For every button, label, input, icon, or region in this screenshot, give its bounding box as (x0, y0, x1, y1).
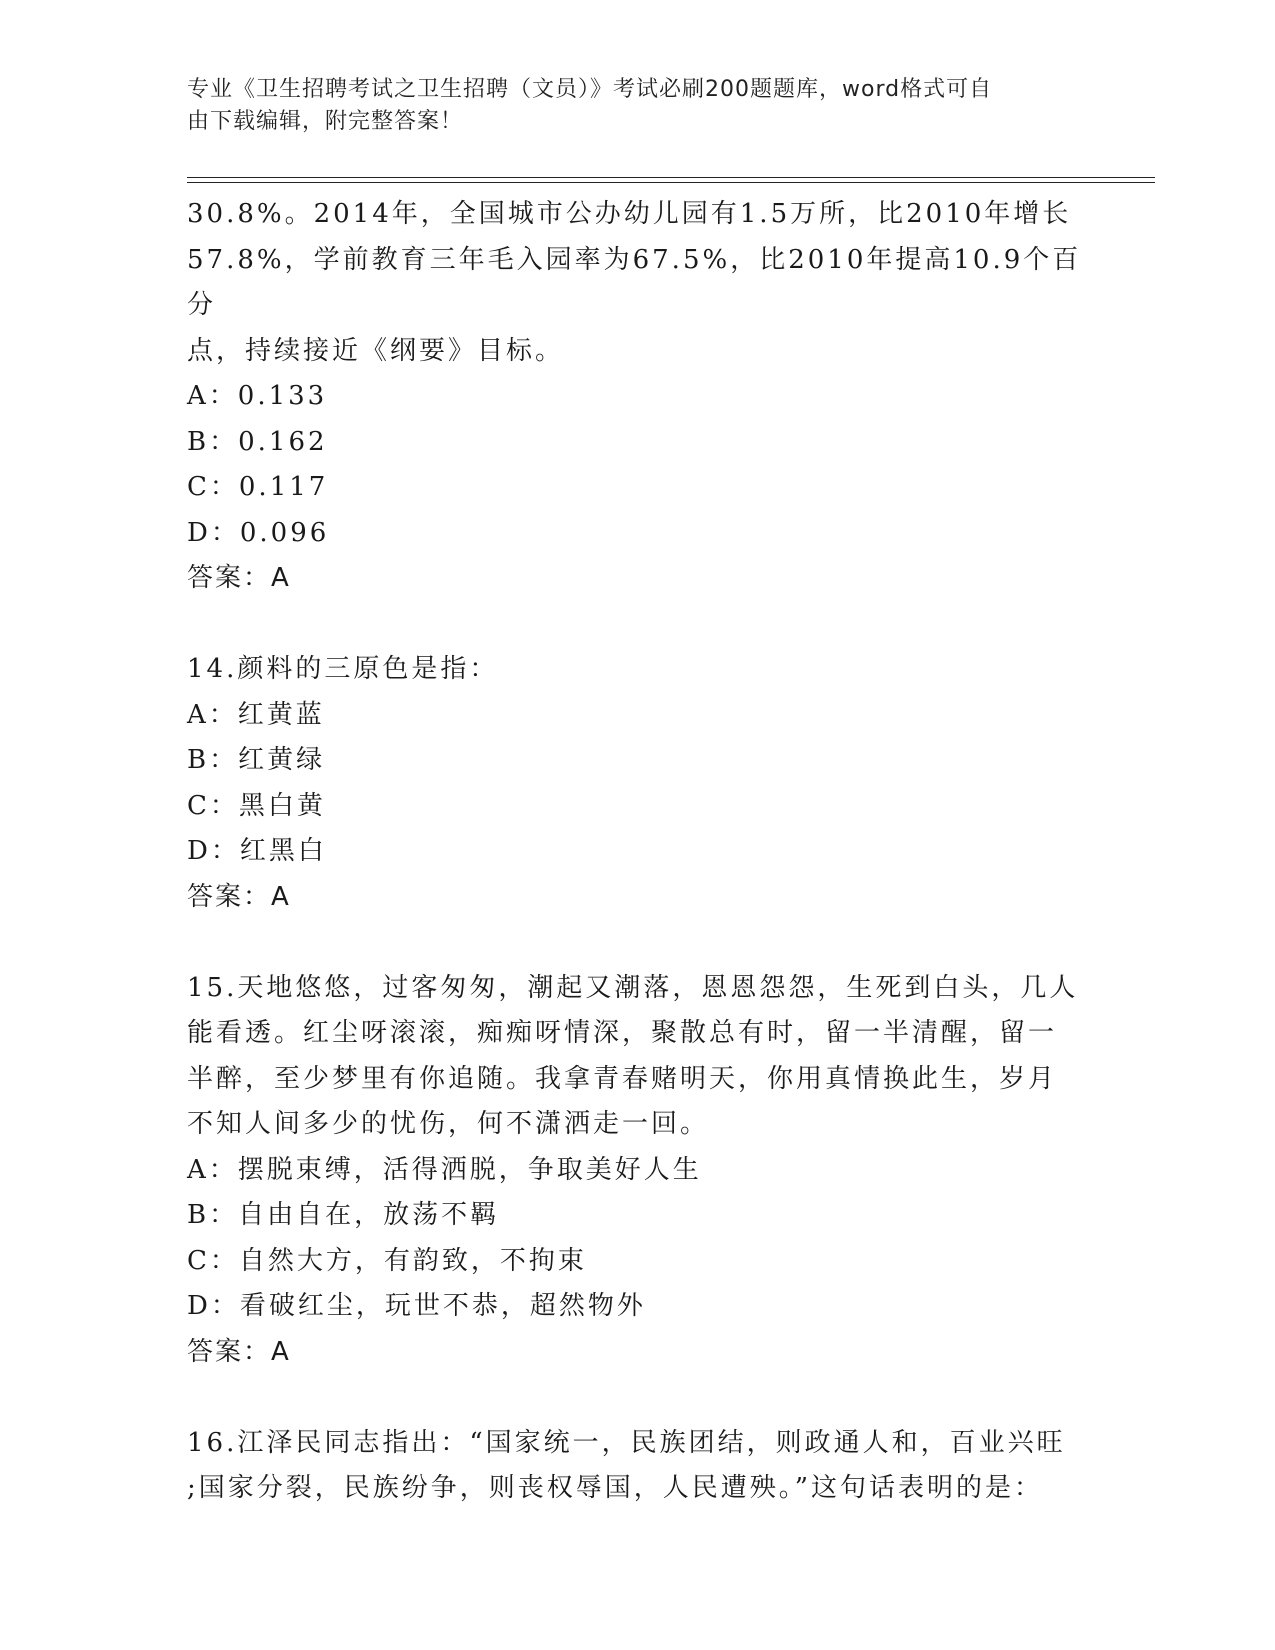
answer: 答案：A (187, 881, 291, 912)
option-d: D：红黑白 (187, 836, 327, 866)
option-b: B：自由自在，放荡不羁 (187, 1200, 500, 1230)
option-c: C：黑白黄 (187, 790, 326, 821)
document-header (187, 74, 1067, 138)
question-13 (187, 192, 1087, 602)
spacer (187, 1375, 1087, 1421)
header-line-1: 专业《卫生招聘考试之卫生招聘（文员）》考试必刷200题题库，word格式可自 (187, 77, 993, 102)
question-text-line: 能看透。红尘呀滚滚，痴痴呀情深，聚散总有时，留一半清醒，留一 (187, 1018, 1058, 1048)
option-c: C：自然大方，有韵致，不拘束 (187, 1245, 587, 1276)
question-text-line: ;国家分裂，民族纷争，则丧权辱国，人民遭殃。”这句话表明的是： (187, 1473, 1044, 1503)
header-rule-bottom (187, 182, 1155, 183)
option-b: B：0.162 (187, 426, 328, 457)
option-a: A：红黄蓝 (187, 699, 325, 730)
question-16 (187, 1421, 1087, 1512)
spacer (187, 920, 1087, 966)
option-b: B：红黄绿 (187, 745, 326, 775)
question-text-line: 14.颜料的三原色是指： (187, 654, 499, 684)
answer: 答案：A (187, 1336, 291, 1367)
question-15 (187, 966, 1087, 1376)
header-rule-top (187, 177, 1155, 178)
question-text-line: 30.8%。2014年，全国城市公办幼儿园有1.5万所，比2010年增长 (187, 199, 1072, 229)
question-text-line: 57.8%，学前教育三年毛入园率为67.5%，比2010年提高10.9个百分 (187, 244, 1082, 320)
answer: 答案：A (187, 563, 291, 593)
question-14 (187, 647, 1087, 920)
option-a: A：0.133 (187, 381, 328, 411)
spacer (187, 602, 1087, 648)
question-text-line: 半醉，至少梦里有你追随。我拿青春赌明天，你用真情换此生，岁月 (187, 1063, 1058, 1094)
question-text-line: 15.天地悠悠，过客匆匆，潮起又潮落，恩恩怨怨，生死到白头，几人 (187, 972, 1079, 1003)
question-text-line: 16.江泽民同志指出：“国家统一，民族团结，则政通人和，百业兴旺 (187, 1427, 1066, 1458)
option-d: D：0.096 (187, 517, 330, 548)
option-d: D：看破红尘，玩世不恭，超然物外 (187, 1291, 646, 1321)
document-body (187, 192, 1087, 1512)
option-a: A：摆脱束缚，活得洒脱，争取美好人生 (187, 1154, 702, 1185)
question-text-line: 不知人间多少的忧伤，何不潇洒走一回。 (187, 1109, 710, 1139)
option-c: C：0.117 (187, 472, 329, 502)
header-line-2: 由下载编辑，附完整答案！ (187, 109, 464, 134)
question-text-line: 点，持续接近《纲要》目标。 (187, 335, 565, 366)
